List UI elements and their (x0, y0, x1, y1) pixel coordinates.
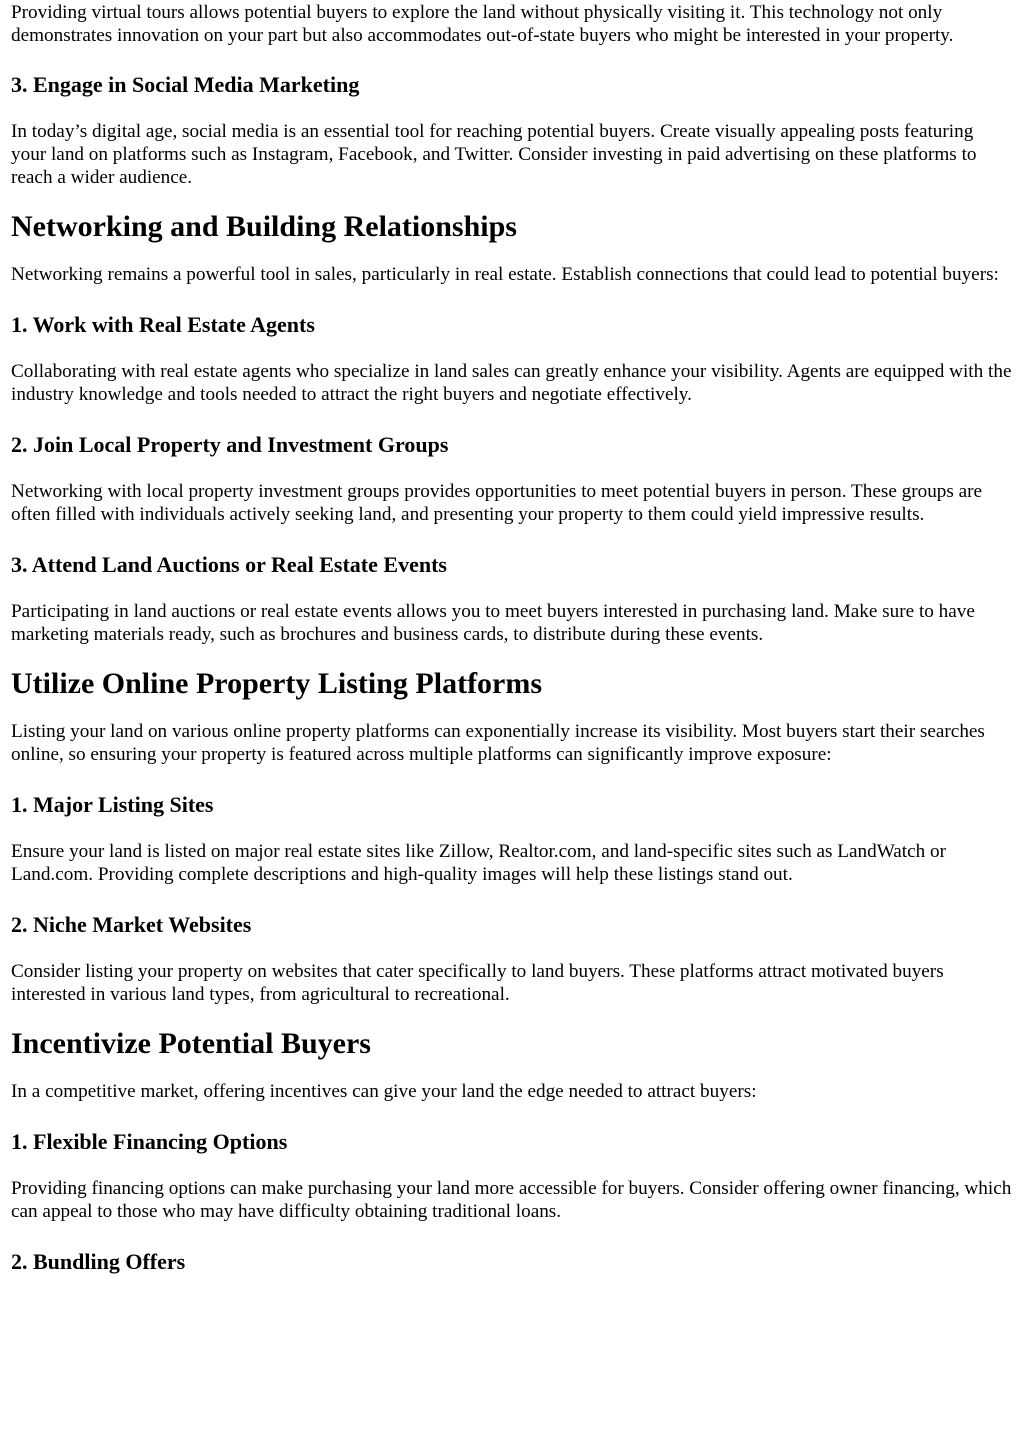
bundling-heading: 2. Bundling Offers (11, 1249, 186, 1274)
groups-paragraph: Networking with local property investment groups provides opportunities to meet potential buyers in person. These groups are often filled with individuals actively seeking land, and presenting your property to them could yield impressive results. (11, 481, 983, 525)
social-media-paragraph: In today’s digital age, social media is an essential tool for reaching potential buyers. Create visually appealing posts featuring your land on platforms such as Instagram, Facebook, and Twitter. Consider investing in paid advertising on these platforms to reach a wider audience. (11, 121, 977, 188)
social-media-heading: 3. Engage in Social Media Marketing (11, 72, 360, 97)
online-listing-heading: Utilize Online Property Listing Platforms (11, 667, 543, 700)
auctions-paragraph: Participating in land auctions or real estate events allows you to meet buyers interested in purchasing land. Make sure to have marketing materials ready, such as brochures and business cards, to distribute during these events. (11, 601, 975, 645)
networking-paragraph: Networking remains a powerful tool in sales, particularly in real estate. Establish connections that could lead to potential buyers: (11, 264, 999, 285)
virtual-tours-paragraph: Providing virtual tours allows potential buyers to explore the land without physically visiting it. This technology not only demonstrates innovation on your part but also accommodates out-of-state buyers who might be interested in your property. (11, 2, 954, 46)
major-sites-heading: 1. Major Listing Sites (11, 792, 214, 817)
agents-paragraph: Collaborating with real estate agents who specialize in land sales can greatly enhance your visibility. Agents are equipped with the industry knowledge and tools needed to attract the right buyers and negotiate effectively. (11, 361, 1012, 405)
networking-heading: Networking and Building Relationships (11, 210, 517, 243)
document-page (0, 1, 1024, 1275)
niche-sites-heading: 2. Niche Market Websites (11, 912, 252, 937)
incentivize-heading: Incentivize Potential Buyers (11, 1027, 371, 1060)
incentivize-paragraph: In a competitive market, offering incentives can give your land the edge needed to attract buyers: (11, 1081, 757, 1102)
agents-heading: 1. Work with Real Estate Agents (11, 312, 315, 337)
financing-paragraph: Providing financing options can make purchasing your land more accessible for buyers. Consider offering owner financing, which can appeal to those who may have difficulty obtaining traditional loans. (11, 1178, 1012, 1222)
auctions-heading: 3. Attend Land Auctions or Real Estate Events (11, 552, 447, 577)
online-listing-paragraph: Listing your land on various online property platforms can exponentially increase its visibility. Most buyers start their searches online, so ensuring your property is featured across multiple platforms can significantly improve exposure: (11, 721, 985, 765)
groups-heading: 2. Join Local Property and Investment Groups (11, 432, 449, 457)
financing-heading: 1. Flexible Financing Options (11, 1129, 288, 1154)
niche-sites-paragraph: Consider listing your property on websites that cater specifically to land buyers. These platforms attract motivated buyers interested in various land types, from agricultural to recreational. (11, 961, 944, 1005)
major-sites-paragraph: Ensure your land is listed on major real estate sites like Zillow, Realtor.com, and land-specific sites such as LandWatch or Land.com. Providing complete descriptions and high-quality images will help these listings stand out. (11, 841, 947, 885)
